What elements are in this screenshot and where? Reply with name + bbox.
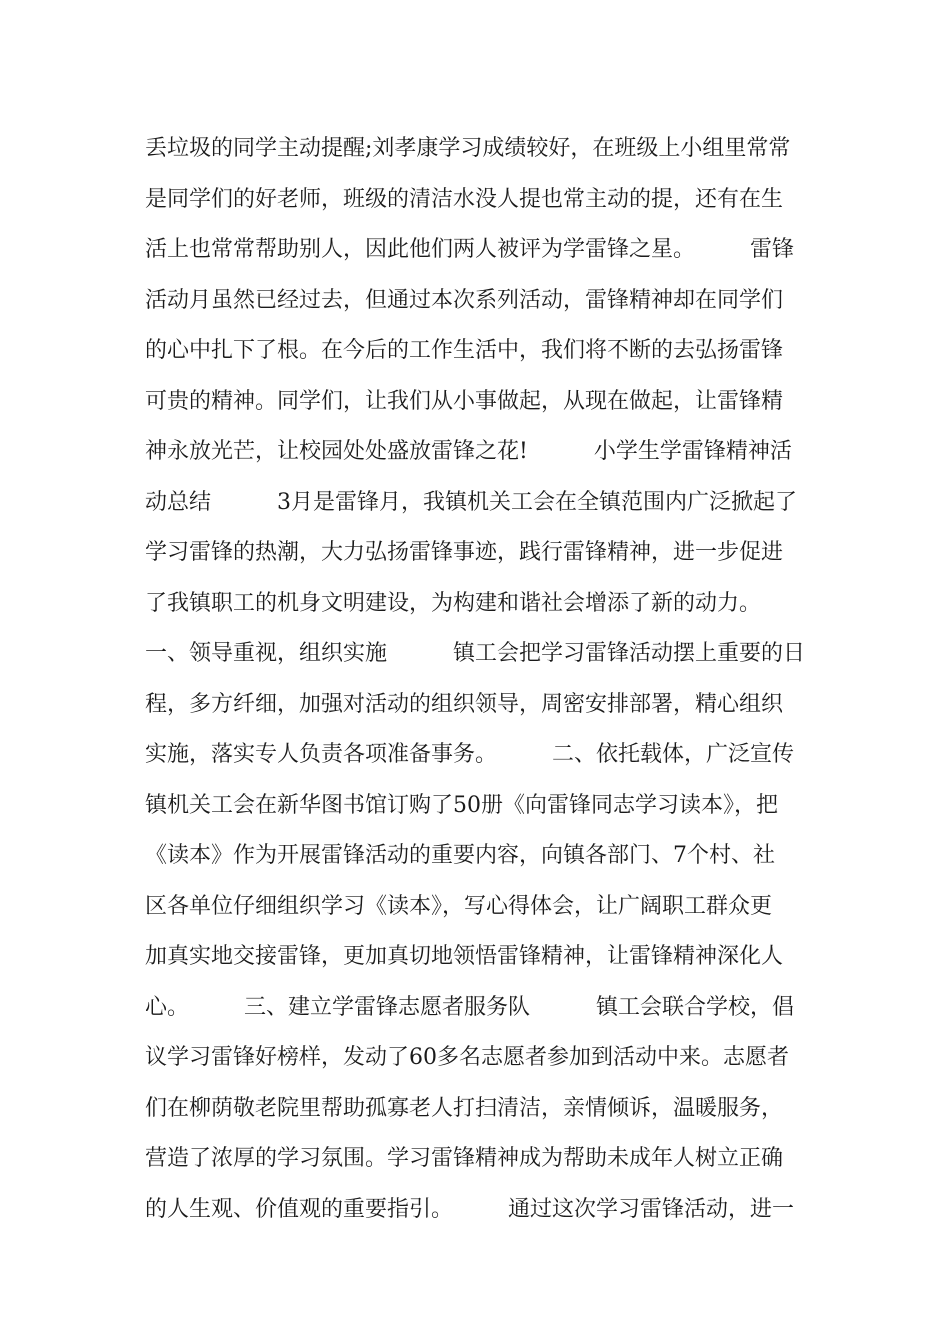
text-line: 丢垃圾的同学主动提醒;刘孝康学习成绩较好，在班级上小组里常常	[145, 136, 791, 161]
text-line: 可贵的精神。同学们，让我们从小事做起，从现在做起，让雷锋精	[145, 388, 784, 414]
text-line: 程，多方纤细，加强对活动的组织领导，周密安排部署，精心组织	[145, 691, 784, 717]
text-line: 《读本》作为开展雷锋活动的重要内容，向镇各部门、7个村、社	[145, 843, 775, 868]
text-line: 加真实地交接雷锋，更加真切地领悟雷锋精神，让雷锋精神深化人	[145, 944, 784, 969]
text-line: 学习雷锋的热潮，大力弘扬雷锋事迹，践行雷锋精神，进一步促进	[145, 540, 784, 565]
text-line: 实施，落实专人负责各项准备事务。 二、依托载体，广泛宣传	[145, 742, 795, 767]
text-line: 一、领导重视，组织实施 镇工会把学习雷锋活动摆上重要的日	[145, 641, 806, 666]
text-line: 镇机关工会在新华图书馆订购了50册《向雷锋同志学习读本》，把	[145, 792, 778, 818]
text-line: 动总结 3月是雷锋月，我镇机关工会在全镇范围内广泛掀起了	[145, 489, 797, 515]
text-line: 活上也常常帮助别人，因此他们两人被评为学雷锋之星。 雷锋	[145, 237, 795, 262]
document-body	[145, 124, 815, 1235]
text-line: 是同学们的好老师，班级的清洁水没人提也常主动的提，还有在生	[145, 186, 784, 212]
text-line: 了我镇职工的机身文明建设，为构建和谐社会增添了新的动力。	[145, 590, 762, 616]
text-line: 心。 三、建立学雷锋志愿者服务队 镇工会联合学校，倡	[145, 994, 795, 1020]
text-line: 的心中扎下了根。在今后的工作生活中，我们将不断的去弘扬雷锋	[145, 338, 784, 363]
text-line: 营造了浓厚的学习氛围。学习雷锋精神成为帮助未成年人树立正确	[145, 1146, 784, 1171]
text-line: 神永放光芒，让校园处处盛放雷锋之花! 小学生学雷锋精神活	[145, 439, 792, 464]
text-line: 的人生观、价值观的重要指引。 通过这次学习雷锋活动，进一	[145, 1196, 795, 1222]
text-line: 区各单位仔细组织学习《读本》，写心得体会，让广阔职工群众更	[145, 893, 773, 919]
text-line: 活动月虽然已经过去，但通过本次系列活动，雷锋精神却在同学们	[145, 287, 784, 313]
text-line: 议学习雷锋好榜样，发动了60多名志愿者参加到活动中来。志愿者	[145, 1045, 789, 1070]
text-line: 们在柳荫敬老院里帮助孤寡老人打扫清洁，亲情倾诉，温暖服务，	[145, 1095, 784, 1121]
